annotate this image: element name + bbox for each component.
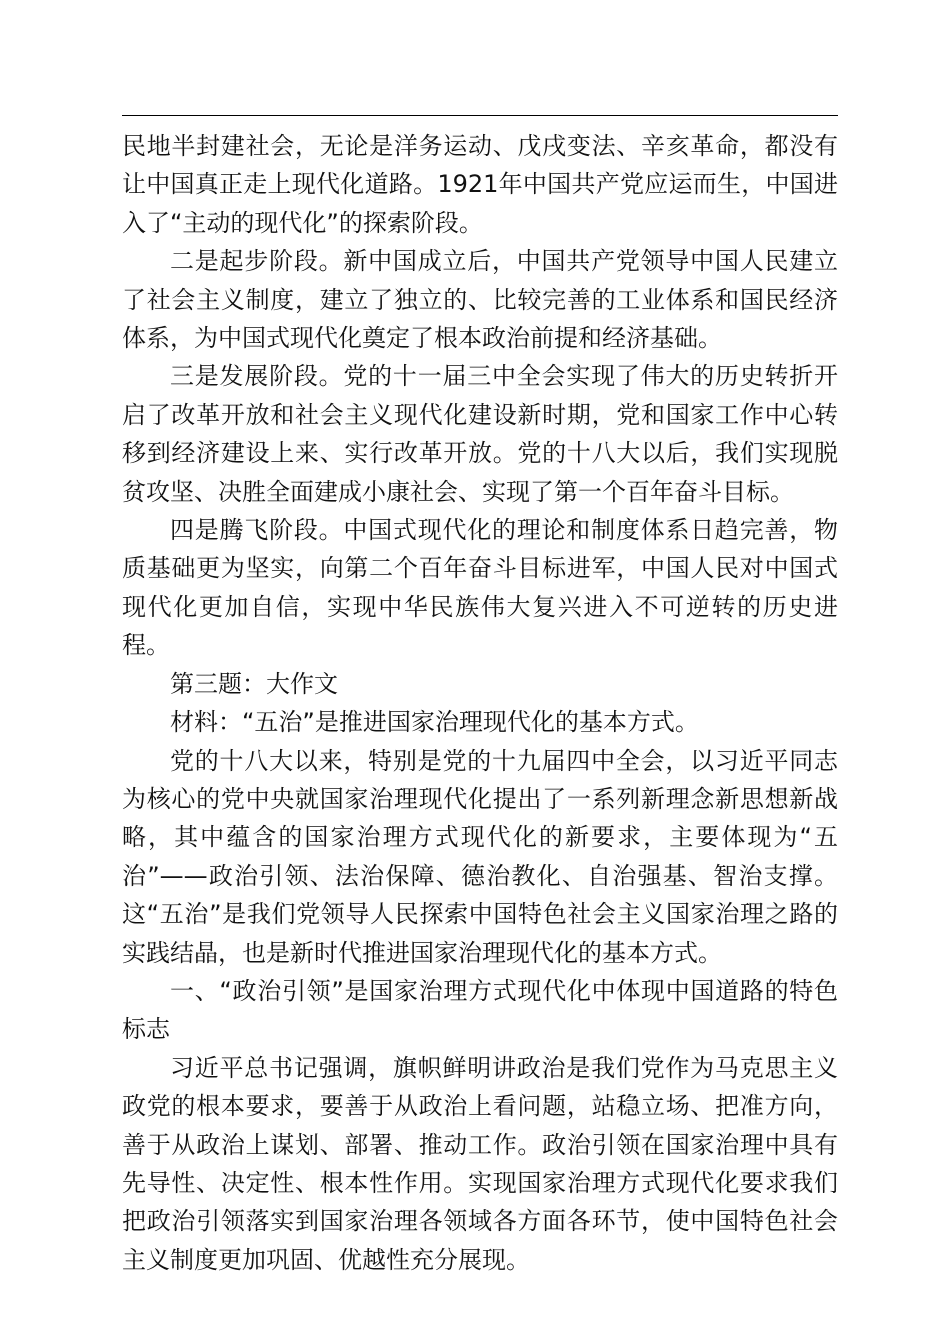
paragraph-political-leadership: 习近平总书记强调，旗帜鲜明讲政治是我们党作为马克思主义政党的根本要求，要善于从政治上看问题，站稳立场、把准方向，善于从政治上谋划、部署、推动工作。政治引领在国家治理中具有先导性、决定性、根本性作用。实现国家治理方式现代化要求我们把政治引领落实到国家治理各领域各方面各环节，使中国特色社会主义制度更加巩固、优越性充分展现。 [122,1053,838,1274]
paragraph-intro: 党的十八大以来，特别是党的十九届四中全会，以习近平同志为核心的党中央就国家治理现代化提出了一系列新理念新思想新战略，其中蕴含的国家治理方式现代化的新要求，主要体现为“五治”——政治引领、法治保障、德治教化、自治强基、智治支撑。这“五治”是我们党领导人民探索中国特色社会主义国家治理之路的实践结晶，也是新时代推进国家治理现代化的基本方式。 [122,746,838,967]
paragraph-stage-two: 二是起步阶段。新中国成立后，中国共产党领导中国人民建立了社会主义制度，建立了独立的、比较完善的工业体系和国民经济体系，为中国式现代化奠定了根本政治前提和经济基础。 [122,247,838,353]
document-body [122,127,838,1279]
material-title: 材料：“五治”是推进国家治理现代化的基本方式。 [170,708,699,737]
paragraph-continuation: 民地半封建社会，无论是洋务运动、戊戌变法、辛亥革命，都没有让中国真正走上现代化道路。1921年中国共产党应运而生，中国进入了“主动的现代化”的探索阶段。 [122,132,838,237]
paragraph-stage-three: 三是发展阶段。党的十一届三中全会实现了伟大的历史转折开启了改革开放和社会主义现代化建设新时期，党和国家工作中心转移到经济建设上来、实行改革开放。党的十八大以后，我们实现脱贫攻坚、决胜全面建成小康社会、实现了第一个百年奋斗目标。 [122,362,838,506]
paragraph-stage-four: 四是腾飞阶段。中国式现代化的理论和制度体系日趋完善，物质基础更为坚实，向第二个百年奋斗目标进军，中国人民对中国式现代化更加自信，实现中华民族伟大复兴进入不可逆转的历史进程。 [122,516,838,660]
section-heading-political-leadership: 一、“政治引领”是国家治理方式现代化中体现中国道路的特色标志 [122,976,838,1044]
header-rule [122,115,838,116]
question-heading: 第三题：大作文 [170,669,338,698]
